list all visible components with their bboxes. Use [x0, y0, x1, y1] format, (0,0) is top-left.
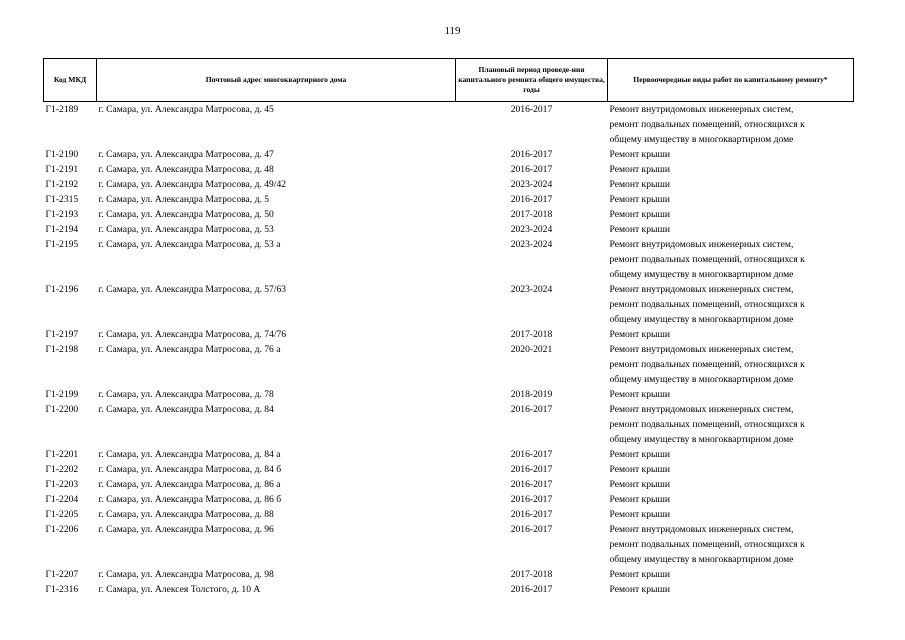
cell-works — [608, 147, 854, 162]
cell-works — [608, 492, 854, 507]
cell-code: Г1-2197 — [45, 329, 79, 340]
cell-code: Г1-2206 — [45, 524, 79, 535]
cell-address: г. Самара, ул. Александра Матросова, д. 86 а — [98, 479, 281, 490]
cell-code: Г1-2201 — [45, 449, 79, 460]
cell-code: Г1-2205 — [45, 509, 79, 520]
works-line: Ремонт крыши — [609, 194, 670, 205]
cell-period: 2016-2017 — [510, 164, 553, 175]
cell-works — [608, 387, 854, 402]
cell-period: 2016-2017 — [510, 104, 553, 115]
cell-period: 2017-2018 — [510, 329, 553, 340]
table-row — [44, 192, 854, 207]
table-row — [44, 582, 854, 597]
works-line: Ремонт крыши — [609, 179, 670, 190]
table-row — [44, 237, 854, 282]
header-row — [44, 59, 854, 102]
cell-code: Г1-2203 — [45, 479, 79, 490]
cell-period: 2016-2017 — [510, 584, 553, 595]
works-line: Ремонт внутридомовых инженерных систем, — [609, 524, 794, 535]
cell-address: г. Самара, ул. Александра Матросова, д. 84 — [98, 404, 274, 415]
cell-address: г. Самара, ул. Александра Матросова, д. 47 — [98, 149, 274, 160]
cell-period: 2016-2017 — [510, 194, 553, 205]
works-line: ремонт подвальных помещений, относящихся к — [609, 359, 805, 370]
cell-code: Г1-2196 — [45, 284, 79, 295]
works-line: Ремонт внутридомовых инженерных систем, — [609, 284, 794, 295]
table-row — [44, 102, 854, 148]
works-line: Ремонт крыши — [609, 164, 670, 175]
table-row — [44, 567, 854, 582]
cell-works — [608, 477, 854, 492]
cell-code: Г1-2316 — [45, 584, 79, 595]
cell-address: г. Самара, ул. Александра Матросова, д. 49/42 — [98, 179, 287, 190]
cell-code: Г1-2199 — [45, 389, 79, 400]
table-row — [44, 177, 854, 192]
works-line: ремонт подвальных помещений, относящихся к — [609, 254, 805, 265]
works-line: ремонт подвальных помещений, относящихся к — [609, 119, 805, 130]
works-line: общему имуществу в многоквартирном доме — [609, 134, 794, 145]
cell-works — [608, 282, 854, 327]
cell-works — [608, 342, 854, 387]
cell-period: 2023-2024 — [510, 284, 553, 295]
cell-code: Г1-2191 — [45, 164, 79, 175]
table-row — [44, 147, 854, 162]
table-row — [44, 162, 854, 177]
works-line: Ремонт крыши — [609, 224, 670, 235]
cell-address: г. Самара, ул. Александра Матросова, д. 48 — [98, 164, 274, 175]
cell-works — [608, 327, 854, 342]
cell-works — [608, 462, 854, 477]
cell-period: 2016-2017 — [510, 149, 553, 160]
works-line: ремонт подвальных помещений, относящихся к — [609, 299, 805, 310]
cell-address: г. Самара, ул. Александра Матросова, д. 76 а — [98, 344, 281, 355]
cell-works — [608, 102, 854, 148]
works-line: Ремонт крыши — [609, 479, 670, 490]
table-row — [44, 327, 854, 342]
cell-works — [608, 582, 854, 597]
cell-address: г. Самара, ул. Александра Матросова, д. 88 — [98, 509, 274, 520]
works-line: Ремонт крыши — [609, 329, 670, 340]
cell-address: г. Самара, ул. Алексея Толстого, д. 10 А — [98, 584, 261, 595]
cell-period: 2020-2021 — [510, 344, 553, 355]
cell-code: Г1-2207 — [45, 569, 79, 580]
cell-period: 2018-2019 — [510, 389, 553, 400]
table-row — [44, 447, 854, 462]
cell-works — [608, 207, 854, 222]
works-line: общему имуществу в многоквартирном доме — [609, 434, 794, 445]
cell-address: г. Самара, ул. Александра Матросова, д. 53 а — [98, 239, 281, 250]
works-line: Ремонт крыши — [609, 569, 670, 580]
works-line: Ремонт крыши — [609, 149, 670, 160]
works-line: ремонт подвальных помещений, относящихся к — [609, 539, 805, 550]
cell-address: г. Самара, ул. Александра Матросова, д. 74/76 — [98, 329, 287, 340]
cell-works — [608, 402, 854, 447]
housing-register-table — [43, 58, 854, 597]
table-row — [44, 507, 854, 522]
works-line: Ремонт внутридомовых инженерных систем, — [609, 239, 794, 250]
cell-works — [608, 222, 854, 237]
works-line: общему имуществу в многоквартирном доме — [609, 554, 794, 565]
works-line: Ремонт внутридомовых инженерных систем, — [609, 104, 794, 115]
works-line: общему имуществу в многоквартирном доме — [609, 269, 794, 280]
cell-period: 2016-2017 — [510, 494, 553, 505]
cell-works — [608, 192, 854, 207]
cell-works — [608, 237, 854, 282]
cell-code: Г1-2190 — [45, 149, 79, 160]
cell-address: г. Самара, ул. Александра Матросова, д. 86 б — [98, 494, 282, 505]
cell-period: 2017-2018 — [510, 209, 553, 220]
works-line: общему имуществу в многоквартирном доме — [609, 314, 794, 325]
table-row — [44, 342, 854, 387]
cell-period: 2016-2017 — [510, 404, 553, 415]
cell-address: г. Самара, ул. Александра Матросова, д. 78 — [98, 389, 274, 400]
cell-code: Г1-2200 — [45, 404, 79, 415]
cell-address: г. Самара, ул. Александра Матросова, д. 98 — [98, 569, 274, 580]
cell-address: г. Самара, ул. Александра Матросова, д. 45 — [98, 104, 274, 115]
cell-period: 2023-2024 — [510, 179, 553, 190]
works-line: Ремонт крыши — [609, 584, 670, 595]
works-line: ремонт подвальных помещений, относящихся к — [609, 419, 805, 430]
cell-code: Г1-2189 — [45, 104, 79, 115]
works-line: Ремонт крыши — [609, 449, 670, 460]
cell-works — [608, 567, 854, 582]
cell-address: г. Самара, ул. Александра Матросова, д. 53 — [98, 224, 274, 235]
cell-works — [608, 507, 854, 522]
cell-code: Г1-2194 — [45, 224, 79, 235]
cell-works — [608, 447, 854, 462]
header-code: Код МКД — [44, 59, 97, 102]
works-line: Ремонт крыши — [609, 209, 670, 220]
cell-address: г. Самара, ул. Александра Матросова, д. 57/63 — [98, 284, 287, 295]
cell-period: 2016-2017 — [510, 449, 553, 460]
cell-address: г. Самара, ул. Александра Матросова, д. 5 — [98, 194, 270, 205]
table-row — [44, 522, 854, 567]
cell-address: г. Самара, ул. Александра Матросова, д. 84 а — [98, 449, 281, 460]
table-row — [44, 402, 854, 447]
cell-period: 2023-2024 — [510, 239, 553, 250]
table-row — [44, 207, 854, 222]
table-row — [44, 282, 854, 327]
works-line: Ремонт крыши — [609, 389, 670, 400]
table-row — [44, 462, 854, 477]
cell-period: 2016-2017 — [510, 464, 553, 475]
table-row — [44, 477, 854, 492]
cell-address: г. Самара, ул. Александра Матросова, д. 96 — [98, 524, 274, 535]
cell-works — [608, 177, 854, 192]
works-line: Ремонт внутридомовых инженерных систем, — [609, 404, 794, 415]
cell-code: Г1-2193 — [45, 209, 79, 220]
cell-period: 2016-2017 — [510, 479, 553, 490]
header-address: Почтовый адрес многоквартирного дома — [97, 59, 456, 102]
works-line: Ремонт крыши — [609, 464, 670, 475]
cell-address: г. Самара, ул. Александра Матросова, д. 84 б — [98, 464, 282, 475]
table-row — [44, 387, 854, 402]
cell-code: Г1-2204 — [45, 494, 79, 505]
cell-period: 2023-2024 — [510, 224, 553, 235]
cell-works — [608, 522, 854, 567]
table-row — [44, 222, 854, 237]
cell-code: Г1-2192 — [45, 179, 79, 190]
cell-code: Г1-2315 — [45, 194, 79, 205]
page-number: 119 — [444, 25, 461, 37]
header-period: Плановый период проведе-ния капитального ремонта общего имущества, годы — [456, 59, 608, 102]
works-line: общему имуществу в многоквартирном доме — [609, 374, 794, 385]
table-header — [44, 59, 854, 102]
works-line: Ремонт внутридомовых инженерных систем, — [609, 344, 794, 355]
cell-code: Г1-2195 — [45, 239, 79, 250]
works-line: Ремонт крыши — [609, 509, 670, 520]
table-row — [44, 492, 854, 507]
cell-works — [608, 162, 854, 177]
cell-period: 2016-2017 — [510, 509, 553, 520]
works-line: Ремонт крыши — [609, 494, 670, 505]
cell-address: г. Самара, ул. Александра Матросова, д. 50 — [98, 209, 274, 220]
cell-code: Г1-2202 — [45, 464, 79, 475]
header-works: Первоочередные виды работ по капитальному ремонту* — [608, 59, 854, 102]
table-body — [44, 102, 854, 598]
cell-period: 2016-2017 — [510, 524, 553, 535]
cell-period: 2017-2018 — [510, 569, 553, 580]
cell-code: Г1-2198 — [45, 344, 79, 355]
